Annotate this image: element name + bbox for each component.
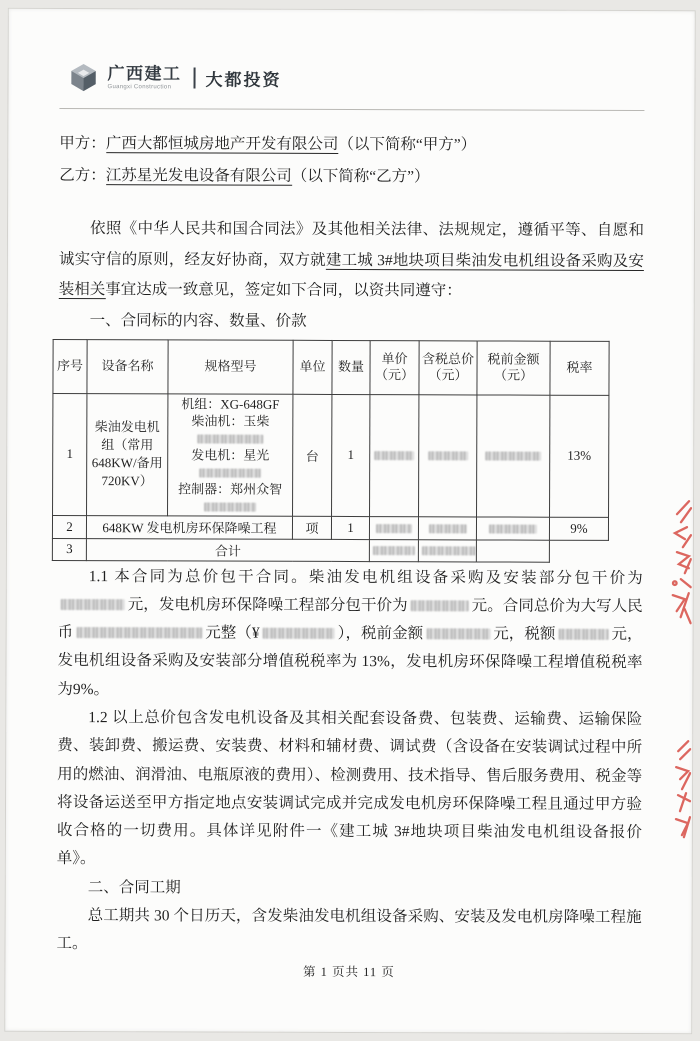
table-header-row <box>53 339 609 395</box>
redacted-text <box>204 502 256 511</box>
scanned-contract-page <box>4 8 696 1034</box>
cell-pretax <box>418 539 476 561</box>
header-cell-qty: 数量 <box>332 340 370 394</box>
redacted-text <box>374 451 414 460</box>
redacted-text <box>428 524 466 533</box>
seal-fragment-bottom-icon <box>667 737 691 841</box>
party-b-label: 乙方： <box>59 166 106 185</box>
redacted-text <box>373 546 415 555</box>
redacted-text <box>76 627 202 638</box>
cell-unit-price <box>369 516 418 539</box>
contract-body <box>5 128 694 981</box>
cell-unit: 项 <box>292 516 331 539</box>
contract-items-table <box>52 338 610 562</box>
cell-total-price <box>369 539 418 561</box>
redacted-text <box>485 451 541 460</box>
redacted-text <box>263 628 335 639</box>
page-number: 第 1 页共 11 页 <box>302 964 395 979</box>
clause-1-1: 1.1 本合同为总价包干合同。柴油发电机组设备采购及安装部分包干价为元，发电机房环保降噪工程部分包干价为 元。合同总价为大写人民币 元整（¥ ），税前金额 元，税额 元，发电机组设备采购及安装部分增值税税率为 13%，发电机房环保降噪工程增值税税率为9%。 <box>57 567 643 698</box>
brand-secondary: 大都投资 <box>205 69 282 90</box>
cell-no: 3 <box>52 538 86 560</box>
cell-pretax <box>476 516 549 539</box>
cell-total-price <box>419 394 477 516</box>
header-rule <box>59 108 644 111</box>
redacted-text <box>411 600 469 611</box>
header-cell-name: 设备名称 <box>87 339 168 393</box>
redacted-text <box>199 468 261 477</box>
party-a-label: 甲方： <box>59 134 106 153</box>
logo-subtext: Guangxi Construction <box>107 83 172 90</box>
cell-total-price <box>418 516 476 539</box>
parties-section <box>59 128 644 194</box>
redacted-text <box>558 629 608 640</box>
header-cell-tax-rate: 税率 <box>550 341 609 395</box>
party-a-suffix: （以下简称“甲方”） <box>338 135 477 154</box>
party-a-name: 广西大都恒城房地产开发有限公司 <box>105 135 339 153</box>
cell-unit-price <box>370 394 419 516</box>
cell-spec-model: 机组：XG-648GF 柴油机：玉柴 发电机：星光 控制器：郑州众智 <box>168 393 293 515</box>
header-cell-no: 序号 <box>53 339 87 393</box>
table-row-1 <box>53 393 609 517</box>
logo-divider <box>194 67 196 88</box>
cell-tax-rate <box>476 539 549 561</box>
preamble-paragraph: 依照《中华人民共和国合同法》及其他相关法律、法规规定，遵循平等、自愿和诚实守信的原则，经友好协商，双方就建工城 3#地块项目柴油发电机组设备采购及安装相关事宜达成一致意见，签定如下合同，以资共同遵守： <box>58 220 645 300</box>
redacted-text <box>489 524 537 533</box>
header-cell-pretax: 税前金额（元） <box>477 340 550 394</box>
table-row-total <box>52 538 608 562</box>
logo-cube-icon <box>68 62 98 92</box>
clause-1-2: 1.2 以上总价包含发电机设备及其相关配套设备费、包装费、运输费、运输保险费、装卸费、搬运费、安装费、材料和辅材费、调试费（含设备在安装调试过程中所用的燃油、润滑油、电瓶原液的费用）、检测费用、技术指导、售后服务费用、税金等将设备运送至甲方指定地点安装调试完成并完成发电机房环保降噪工程且通过甲方验收合格的一切费用。具体详见附件一《建工城 3#地块项目柴油发电机组设备报价单》。 <box>56 709 643 868</box>
cell-qty: 1 <box>331 516 369 539</box>
cell-qty: 1 <box>332 394 370 516</box>
party-b-line <box>59 160 644 194</box>
section2-title: 二、合同工期 <box>87 878 181 897</box>
party-b-name: 江苏星光发电设备有限公司 <box>105 167 292 185</box>
cell-equipment-name: 648KW 发电机房环保降噪工程 <box>86 515 292 539</box>
company-logo <box>68 59 694 97</box>
seal-fragment-top-icon <box>666 495 692 631</box>
section1-title: 一、合同标的内容、数量、价款 <box>89 311 307 330</box>
cell-equipment-name: 柴油发电机组（常用 648KW/备用 720KV） <box>87 393 168 515</box>
cell-no: 2 <box>52 515 86 538</box>
section2-body: 总工期共 30 个日历天，含发柴油发电机组设备采购、安装及发电机房降噪工程施工。 <box>56 907 642 953</box>
party-a-line <box>59 128 644 162</box>
redacted-text <box>426 628 490 639</box>
logo-text: 广西建工 <box>107 63 182 83</box>
cell-tax-rate: 9% <box>549 517 608 540</box>
header-cell-spec: 规格型号 <box>168 339 293 393</box>
cell-no: 1 <box>53 393 87 515</box>
cell-tax-rate: 13% <box>550 395 609 517</box>
redacted-text <box>197 434 263 443</box>
cell-total-label: 合计 <box>86 538 369 561</box>
header-cell-unit-price: 单价（元） <box>370 340 419 394</box>
cell-unit: 台 <box>293 394 332 516</box>
header-cell-total-price: 含税总价（元） <box>419 340 477 394</box>
redacted-text <box>428 451 468 460</box>
table-row-2 <box>52 515 608 540</box>
cell-pretax <box>477 394 550 516</box>
redacted-text <box>422 546 476 555</box>
party-b-suffix: （以下简称“乙方”） <box>291 167 430 186</box>
redacted-text <box>61 599 125 610</box>
header-cell-unit: 单位 <box>293 340 332 394</box>
redacted-text <box>376 524 412 533</box>
